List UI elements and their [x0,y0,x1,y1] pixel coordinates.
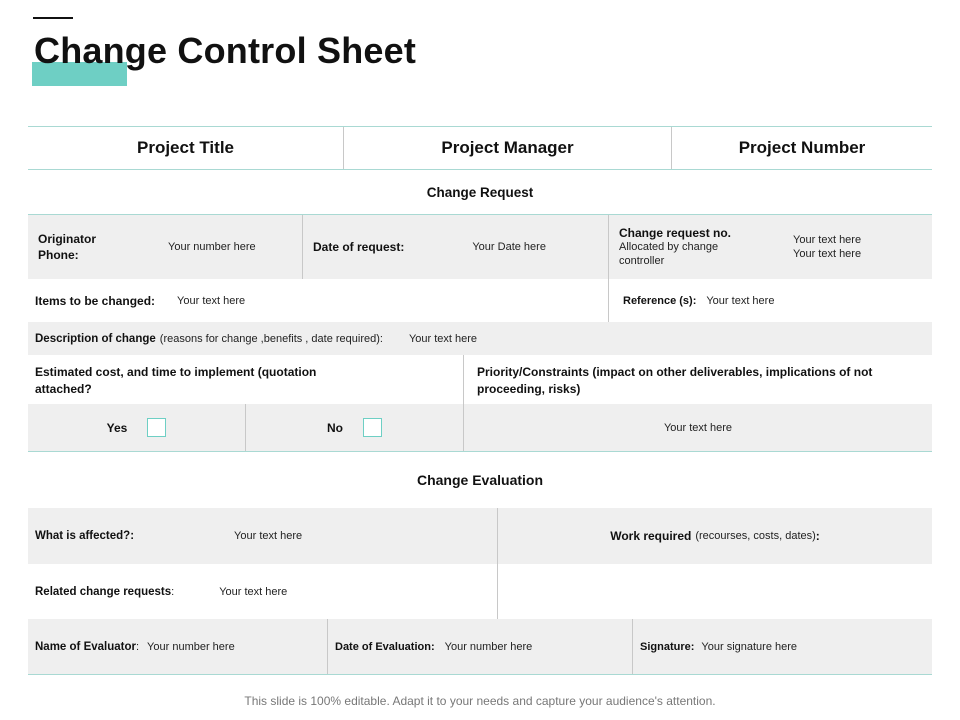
what-is-affected-label: What is affected?: [35,530,135,542]
change-request-heading [28,170,932,214]
work-required-cell[interactable] [498,508,932,564]
project-manager-label: Project Manager [441,138,574,157]
change-request-no-value-2: Your text here [793,248,862,260]
related-change-requests-value: Your text here [219,585,288,598]
affected-row [28,508,932,564]
description-row [28,322,932,355]
project-number-label: Project Number [738,138,866,157]
change-request-heading-row [28,170,932,215]
items-to-be-changed-label: Items to be changed: [35,293,156,308]
change-request-no-cell[interactable] [609,215,932,279]
project-manager-header [344,127,672,169]
related-change-requests-colon: : [171,585,175,598]
evaluator-cell[interactable] [28,619,328,674]
what-is-affected-value: Your text here [234,530,303,542]
description-label: Description of change [35,332,156,345]
date-of-request-value: Your Date here [472,241,546,253]
evaluator-row [28,619,932,675]
name-of-evaluator-value: Your number here [147,640,235,653]
originator-phone-value: Your number here [168,241,256,253]
items-to-be-changed-value: Your text here [177,294,246,307]
page-title: Change Control Sheet [34,30,417,71]
description-cell[interactable] [28,322,932,355]
footer-note: This slide is 100% editable. Adapt it to your needs and capture your audience's attention. [244,694,716,708]
related-cell[interactable] [28,564,498,619]
priority-value: Your text here [663,421,733,434]
originator-phone-label: Originator Phone: [38,232,97,262]
estimated-cost-label: Estimated cost, and time to implement (quotation attached? [35,365,317,396]
description-hint: (reasons for change ,benefits , date required): [159,332,383,345]
name-of-evaluator-colon: : [135,640,140,653]
estimated-priority-row [28,355,932,404]
priority-value-cell[interactable] [464,404,932,451]
reference-label: Reference (s): [623,294,697,307]
work-required-value-cell[interactable] [498,564,932,619]
date-of-request-label: Date of request: [313,240,405,254]
project-title-header [28,127,344,169]
yes-no-row [28,404,932,452]
signature-value: Your signature here [701,640,798,653]
no-checkbox[interactable] [363,418,382,437]
work-required-colon: : [815,529,820,543]
signature-label: Signature: [640,640,695,653]
items-cell[interactable] [28,279,609,322]
affected-cell[interactable] [28,508,498,564]
project-number-header [672,127,932,169]
related-row [28,564,932,619]
reference-value: Your text here [706,294,775,307]
signature-cell[interactable] [633,619,932,674]
reference-cell[interactable] [609,279,932,322]
priority-cell [464,355,932,404]
work-required-label: Work required [610,529,692,543]
priority-constraints-label: Priority/Constraints (impact on other deliverables, implications of not proceeding, risks) [477,365,873,396]
originator-cell[interactable] [28,215,303,279]
related-change-requests-label: Related change requests [35,585,172,598]
date-of-evaluation-label: Date of Evaluation: [335,640,435,653]
project-title-label: Project Title [137,138,234,157]
change-evaluation-heading [28,452,932,508]
description-value: Your text here [408,332,478,345]
change-evaluation-heading-row [28,452,932,508]
no-label: No [327,420,343,435]
date-of-evaluation-value: Your number here [444,640,533,653]
change-request-title: Change Request [426,184,534,200]
yes-checkbox[interactable] [147,418,166,437]
work-required-hint: (recourses, costs, dates) [695,530,816,542]
header-row [28,126,932,170]
top-decor-line [33,17,73,19]
change-request-no-label: Change request no. [619,226,732,240]
yes-cell [28,404,246,451]
estimated-cost-cell [28,355,464,404]
items-row [28,279,932,322]
change-evaluation-title: Change Evaluation [416,472,544,488]
no-cell [246,404,464,451]
originator-row [28,215,932,279]
change-request-no-value-1: Your text here [793,234,862,246]
evaluation-date-cell[interactable] [328,619,633,674]
change-request-no-sublabel: Allocated by change controller [619,241,719,267]
yes-label: Yes [106,420,128,435]
date-request-cell[interactable] [303,215,609,279]
name-of-evaluator-label: Name of Evaluator [35,640,136,653]
